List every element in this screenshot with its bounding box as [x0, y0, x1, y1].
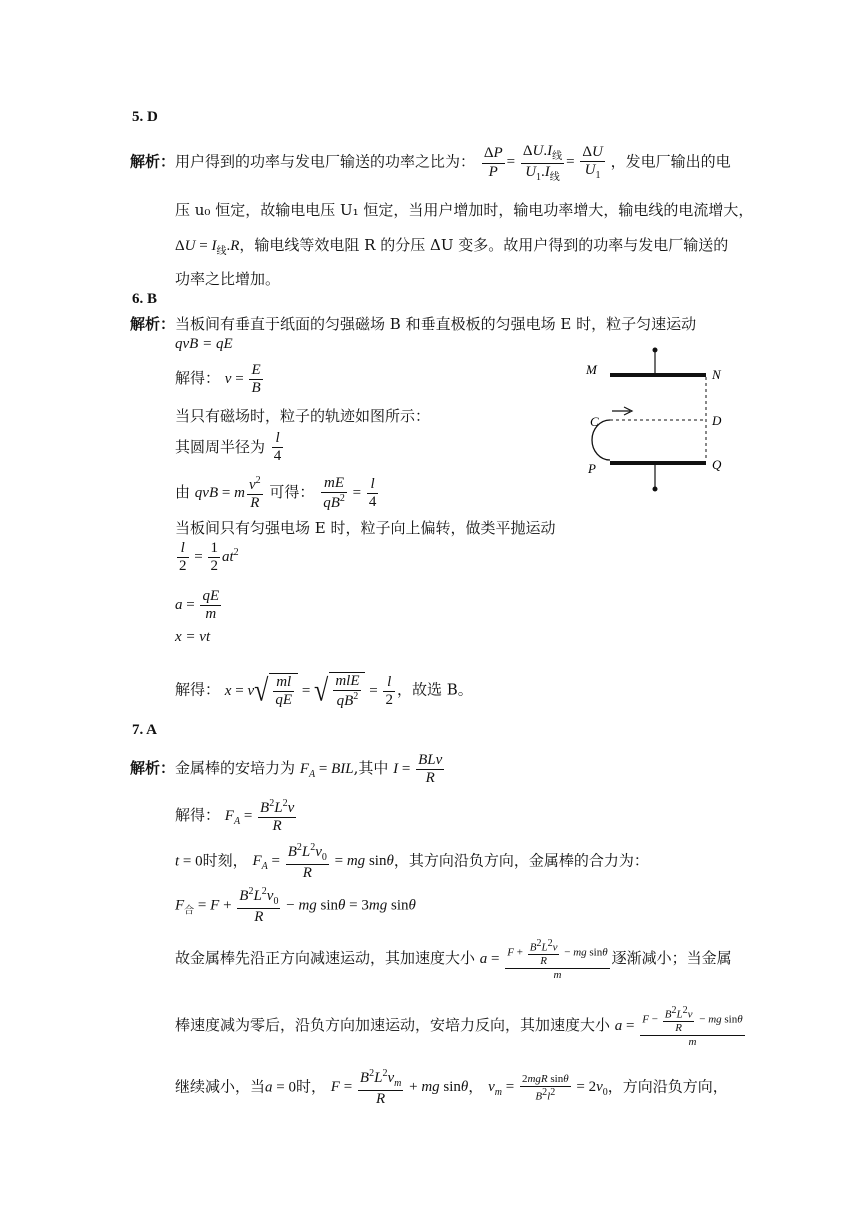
q6-radius-text: 其圆周半径为 [175, 437, 266, 456]
label-d: D [712, 413, 722, 428]
q5-line3 [175, 234, 728, 257]
q7-intro-mid: ,其中 [353, 759, 389, 778]
q6-electric-only: 当板间只有匀强电场 E 时，粒子向上偏转，做类平抛运动 [175, 519, 556, 537]
q7-p3-tail: ，方向沿负方向， [607, 1077, 728, 1096]
q6-solve-x: 解得： x = v√ $\frac{ml}{qE}$ = √ mlE $qB^2$ = $\frac{l}{2}$ ，故选 B。 [175, 673, 473, 710]
q6-eq1: qvB = qE [175, 336, 233, 352]
q5-ratio-formula: $\frac{\Delta P}{P}$ = $\Delta U.I_线$ $U_1.I_线$ = $\frac{\Delta U}{U_1}$ [483, 143, 603, 183]
label-m: M [586, 362, 597, 377]
label-c: C [590, 414, 599, 429]
q7-net-force: $F_合 = F$ + $\frac{B^2L^2v_0}{R}$ − mg sinθ = 3mg sinθ [175, 886, 416, 925]
q5-line3-tail: ，输电线等效电阻 R 的分压 ΔU 变多。故用户得到的功率与发电厂输送的 [239, 236, 729, 254]
q6-choose: ，故选 B。 [396, 680, 473, 699]
q6-eq-x: x = vt [175, 629, 211, 645]
q6-intro: 当板间有垂直于纸面的匀强磁场 B 和垂直极板的匀强电场 E 时，粒子匀速运动 [175, 315, 697, 333]
q6-eq-a: a = $\frac{qE}{m}$ [175, 588, 220, 623]
q6-heading: 6. B [132, 291, 158, 307]
q7-t0-tail: ，其方向沿负方向，金属棒的合力为： [393, 851, 649, 870]
bottom-terminal [653, 487, 658, 492]
q7-para2: 棒速度减为零后，沿负方向加速运动，安培力反向，其加速度大小 a = F − $\frac{B^2L^2v}{R}$ − mg sinθ m [175, 1005, 743, 1048]
q5-intro: 用户得到的功率与发电厂输送的功率之比为： [175, 152, 476, 171]
q6-from-line: 由 qvB = m $\frac{v^2}{R}$ 可得： $\frac{mE}{qB^2}$ = $\frac{l}{4}$ [175, 475, 377, 512]
q6-solve-label-2: 解得： [175, 680, 221, 699]
q6-intro-line [130, 313, 696, 334]
q7-solve-label: 解得： [175, 806, 221, 825]
q7-heading: 7. A [132, 722, 158, 738]
q7-intro: 金属棒的安培力为 [175, 759, 296, 778]
q7-p2: 棒速度减为零后，沿负方向加速运动，安培力反向，其加速度大小 [175, 1016, 611, 1035]
q5-heading: 5. D [132, 109, 158, 125]
label-p: P [588, 461, 596, 476]
q7-p1-tail: 逐渐减小；当金属 [611, 949, 732, 968]
plate-mn [610, 373, 706, 377]
q5-line2: 压 u₀ 恒定，故输电电压 U₁ 恒定，当用户增加时，输电功率增大，输电线的电流增大， [175, 201, 754, 219]
q5-line4: 功率之比增加。 [175, 270, 281, 288]
q7-p1: 故金属棒先沿正方向减速运动，其加速度大小 [175, 949, 476, 968]
q6-can-get: 可得： [269, 483, 315, 502]
q6-plates-figure [580, 345, 730, 495]
q7-p3: 继续减小，当 [175, 1077, 266, 1096]
plate-pq [610, 461, 706, 465]
q6-label: 解析： [130, 317, 176, 333]
q6-magnetic-only: 当只有磁场时，粒子的轨迹如图所示： [175, 407, 431, 425]
q7-p3-mid: 时， [295, 1077, 326, 1096]
q7-para3: 继续减小，当a = 0时， F = $\frac{B^2L^2v_m}{R}$ + mg sinθ， $v_m$ = 2mgR sinθ $B^2l^2$ = $2v_0$，方向沿负方向， [175, 1068, 728, 1107]
q7-t0-line: t = 0时刻， $F_A$ = $\frac{B^2L^2v_0}{R}$ = mg sinθ，其方向沿负方向，金属棒的合力为： [175, 842, 649, 881]
q6-solve-v: 解得： v = $\frac{E}{B}$ [175, 362, 261, 397]
q5-voltage-drop-formula: $\Delta U = I_线.R$ [175, 238, 240, 257]
q7-para1: 故金属棒先沿正方向减速运动，其加速度大小 a = F + $\frac{B^2L^2v}{R}$ − mg sinθ m 逐渐减小；当金属 [175, 938, 732, 981]
top-terminal [653, 348, 658, 353]
q5-after-formula: ，发电厂输出的电 [610, 152, 731, 171]
label-q: Q [712, 457, 722, 472]
q7-label: 解析： [130, 761, 176, 778]
q6-from-text: 由 [175, 483, 191, 502]
q7-intro-line: 解析：金属棒的安培力为 $F_A$ = BIL,其中 I = BLv R [130, 752, 443, 787]
q6-solve-label: 解得： [175, 369, 221, 388]
q7-t0-text: 时刻， [202, 851, 248, 870]
q6-radius-line: 其圆周半径为 $\frac{l}{4}$ [175, 430, 282, 465]
q5-line1 [130, 143, 731, 183]
q5-label: 解析： [130, 154, 176, 171]
label-n: N [712, 367, 721, 382]
q6-eq-half: $\frac{l}{2}$ = $\frac{1}{2}$ $at^2$ [179, 540, 239, 575]
q7-solve-fa: 解得： $F_A$ = $\frac{B^2L^2v}{R}$ [175, 798, 295, 835]
